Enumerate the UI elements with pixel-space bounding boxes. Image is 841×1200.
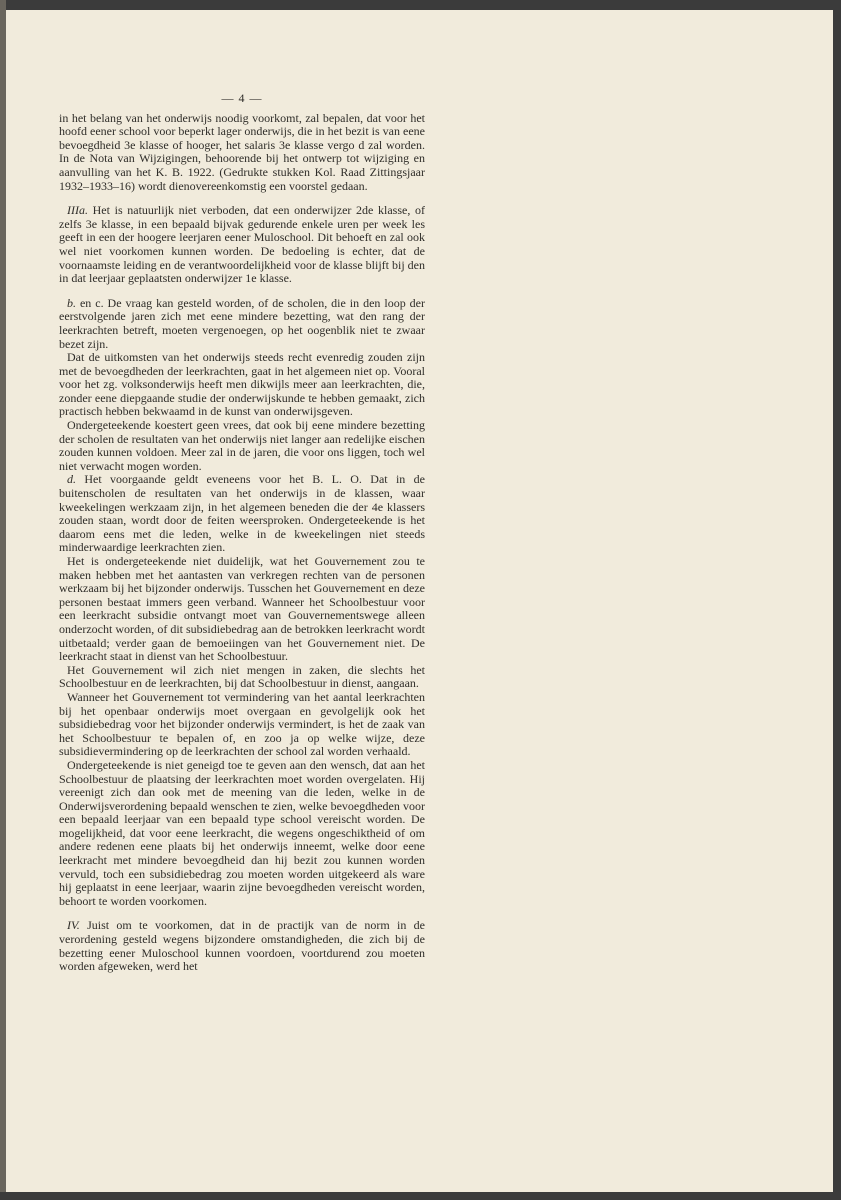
scan-border-right (833, 0, 841, 1200)
paragraph-9: Wanneer het Gouvernement tot vermindering van het aantal leerkrachten bij het openbaar onderwijs moet overgaan en gevolgelijk ook het subsidiebedrag voor het bijzonder onderwijs vermindert, is het de zaak van het Schoolbestuur te bepalen of, en zoo ja op welke wijze, deze subsidievermindering op de leerkrachten der school zal worden verhaald. (59, 689, 425, 759)
section-marker: d. (67, 472, 76, 487)
paragraph-3: b. en c. De vraag kan gesteld worden, of de scholen, die in den loop der eerstvolgende jaren zich met eene mindere bezetting, wat den rang der leerkrachten betreft, moeten vergenoegen, op het oogenblik niet te zwaar bezet zijn. (59, 295, 425, 351)
paragraph-5: Ondergeteekende koestert geen vrees, dat ook bij eene mindere bezetting der scholen de resultaten van het onderwijs niet langer aan redelijke eischen zouden kunnen voldoen. Meer zal in de jaren, die voor ons liggen, toch wel niet verwacht mogen worden. (59, 418, 425, 473)
paragraph-7: Het is ondergeteekende niet duidelijk, wat het Gouvernement zou te maken hebben met het aantasten van verkregen rechten van de personen werkzaam bij het bijzonder onderwijs. Tusschen het Gouvernement en deze personen bestaat immers geen verband. Wanneer het Schoolbestuur voor een leerkracht subsidie ontvangt moet van Gouvernementswege alleen onderzocht worden, of dit subsidiebedrag aan de betrokken leerkracht wordt uitbetaald; verder gaan de bemoeiingen van het Gouvernement niet. De leerkracht staat in dienst van het Schoolbestuur. (59, 554, 425, 664)
scan-border-top (0, 0, 841, 10)
paragraph-10: Ondergeteekende is niet geneigd toe te geven aan den wensch, dat aan het Schoolbestuur de plaatsing der leerkrachten moet worden overgelaten. Hij vereenigt zich dan ook met de meening van die leden, welke in de Onderwijsverordening bepaald wenschen te zien, welke bevoegdheden voor een bepaald leerjaar van een bepaald type school vereischt worden. De mogelijkheid, dat voor eene leerkracht, die wegens ongeschiktheid of om andere redenen eene plaats bij het onderwijs inneemt, welke door eene leerkracht met mindere bevoegdheid dan hij bezit zou kunnen worden vervuld, toch een subsidiebedrag zou moeten worden uitgekeerd als ware hij geplaatst in eene leerjaar, waarin zijne bevoegdheden vereischt worden, behoort te worden voorkomen. (59, 757, 425, 908)
paragraph-2: IIIa. Het is natuurlijk niet verboden, dat een onderwijzer 2de klasse, of zelfs 3e klasse, in een bepaald bijvak gedurende enkele uren per week les geeft in een der hoogere leerjaren eener Muloschool. Dit behoeft en zal ook wel niet voorkomen kunnen worden. De bedoeling is echter, dat de voornaamste leiding en de verantwoordelijkheid voor de klasse blijft bij den in dat leerjaar geplaatsten onderwijzer 1e klasse. (59, 203, 425, 286)
section-marker: IIIa. (67, 203, 88, 218)
section-marker: b. (67, 295, 76, 310)
document-page (6, 10, 833, 1192)
paragraph-1: in het belang van het onderwijs noodig voorkomt, zal bepalen, dat voor het hoofd eener school voor beperkt lager onderwijs, die in het bezit is van eene bevoegdheid 3e klasse of hooger, het salaris 3e klasse vergo d zal worden. In de Nota van Wijzigingen, behoorende bij het ontwerp tot wijziging en aanvulling van het K. B. 1922. (Gedrukte stukken Kol. Raad Zittingsjaar 1932–1933–16) wordt dienovereenkomstig een voorstel gedaan. (59, 110, 425, 193)
paragraph-8: Het Gouvernement wil zich niet mengen in zaken, die slechts het Schoolbestuur en de leerkrachten, bij dat Schoolbestuur in dienst, aangaan. (59, 662, 425, 691)
paragraph-4: Dat de uitkomsten van het onderwijs steeds recht evenredig zouden zijn met de bevoegdheden der leerkrachten, gaat in het algemeen niet op. Vooral voor het zg. volksonderwijs heeft men dikwijls meer aan leerkrachten, die, zonder eene diepgaande studie der onderwijskunde te hebben gemaakt, zich practisch hebben bekwaamd in de kunst van onderwijsgeven. (59, 350, 425, 419)
section-marker: IV. (67, 918, 80, 933)
scan-border-bottom (0, 1192, 841, 1200)
paragraph-11: IV. Juist om te voorkomen, dat in de practijk van de norm in de verordening gesteld wegens bijzondere omstandigheden, die zich bij de bezetting eener Muloschool kunnen voordoen, voortdurend zou moeten worden afgeweken, werd het (59, 918, 425, 974)
paragraph-6: d. Het voorgaande geldt eveneens voor het B. L. O. Dat in de buitenscholen de resultaten van het onderwijs in de klassen, waar kweekelingen werkzaam zijn, in het algemeen beneden die der 4e klassers zouden staan, wordt door de feiten weersproken. Ondergeteekende is het daarom eens met die leden, welke in de kweekelingen niet steeds minderwaardige leerkrachten zien. (59, 472, 425, 555)
page-number: — 4 — (221, 91, 263, 105)
text-column (59, 92, 425, 974)
